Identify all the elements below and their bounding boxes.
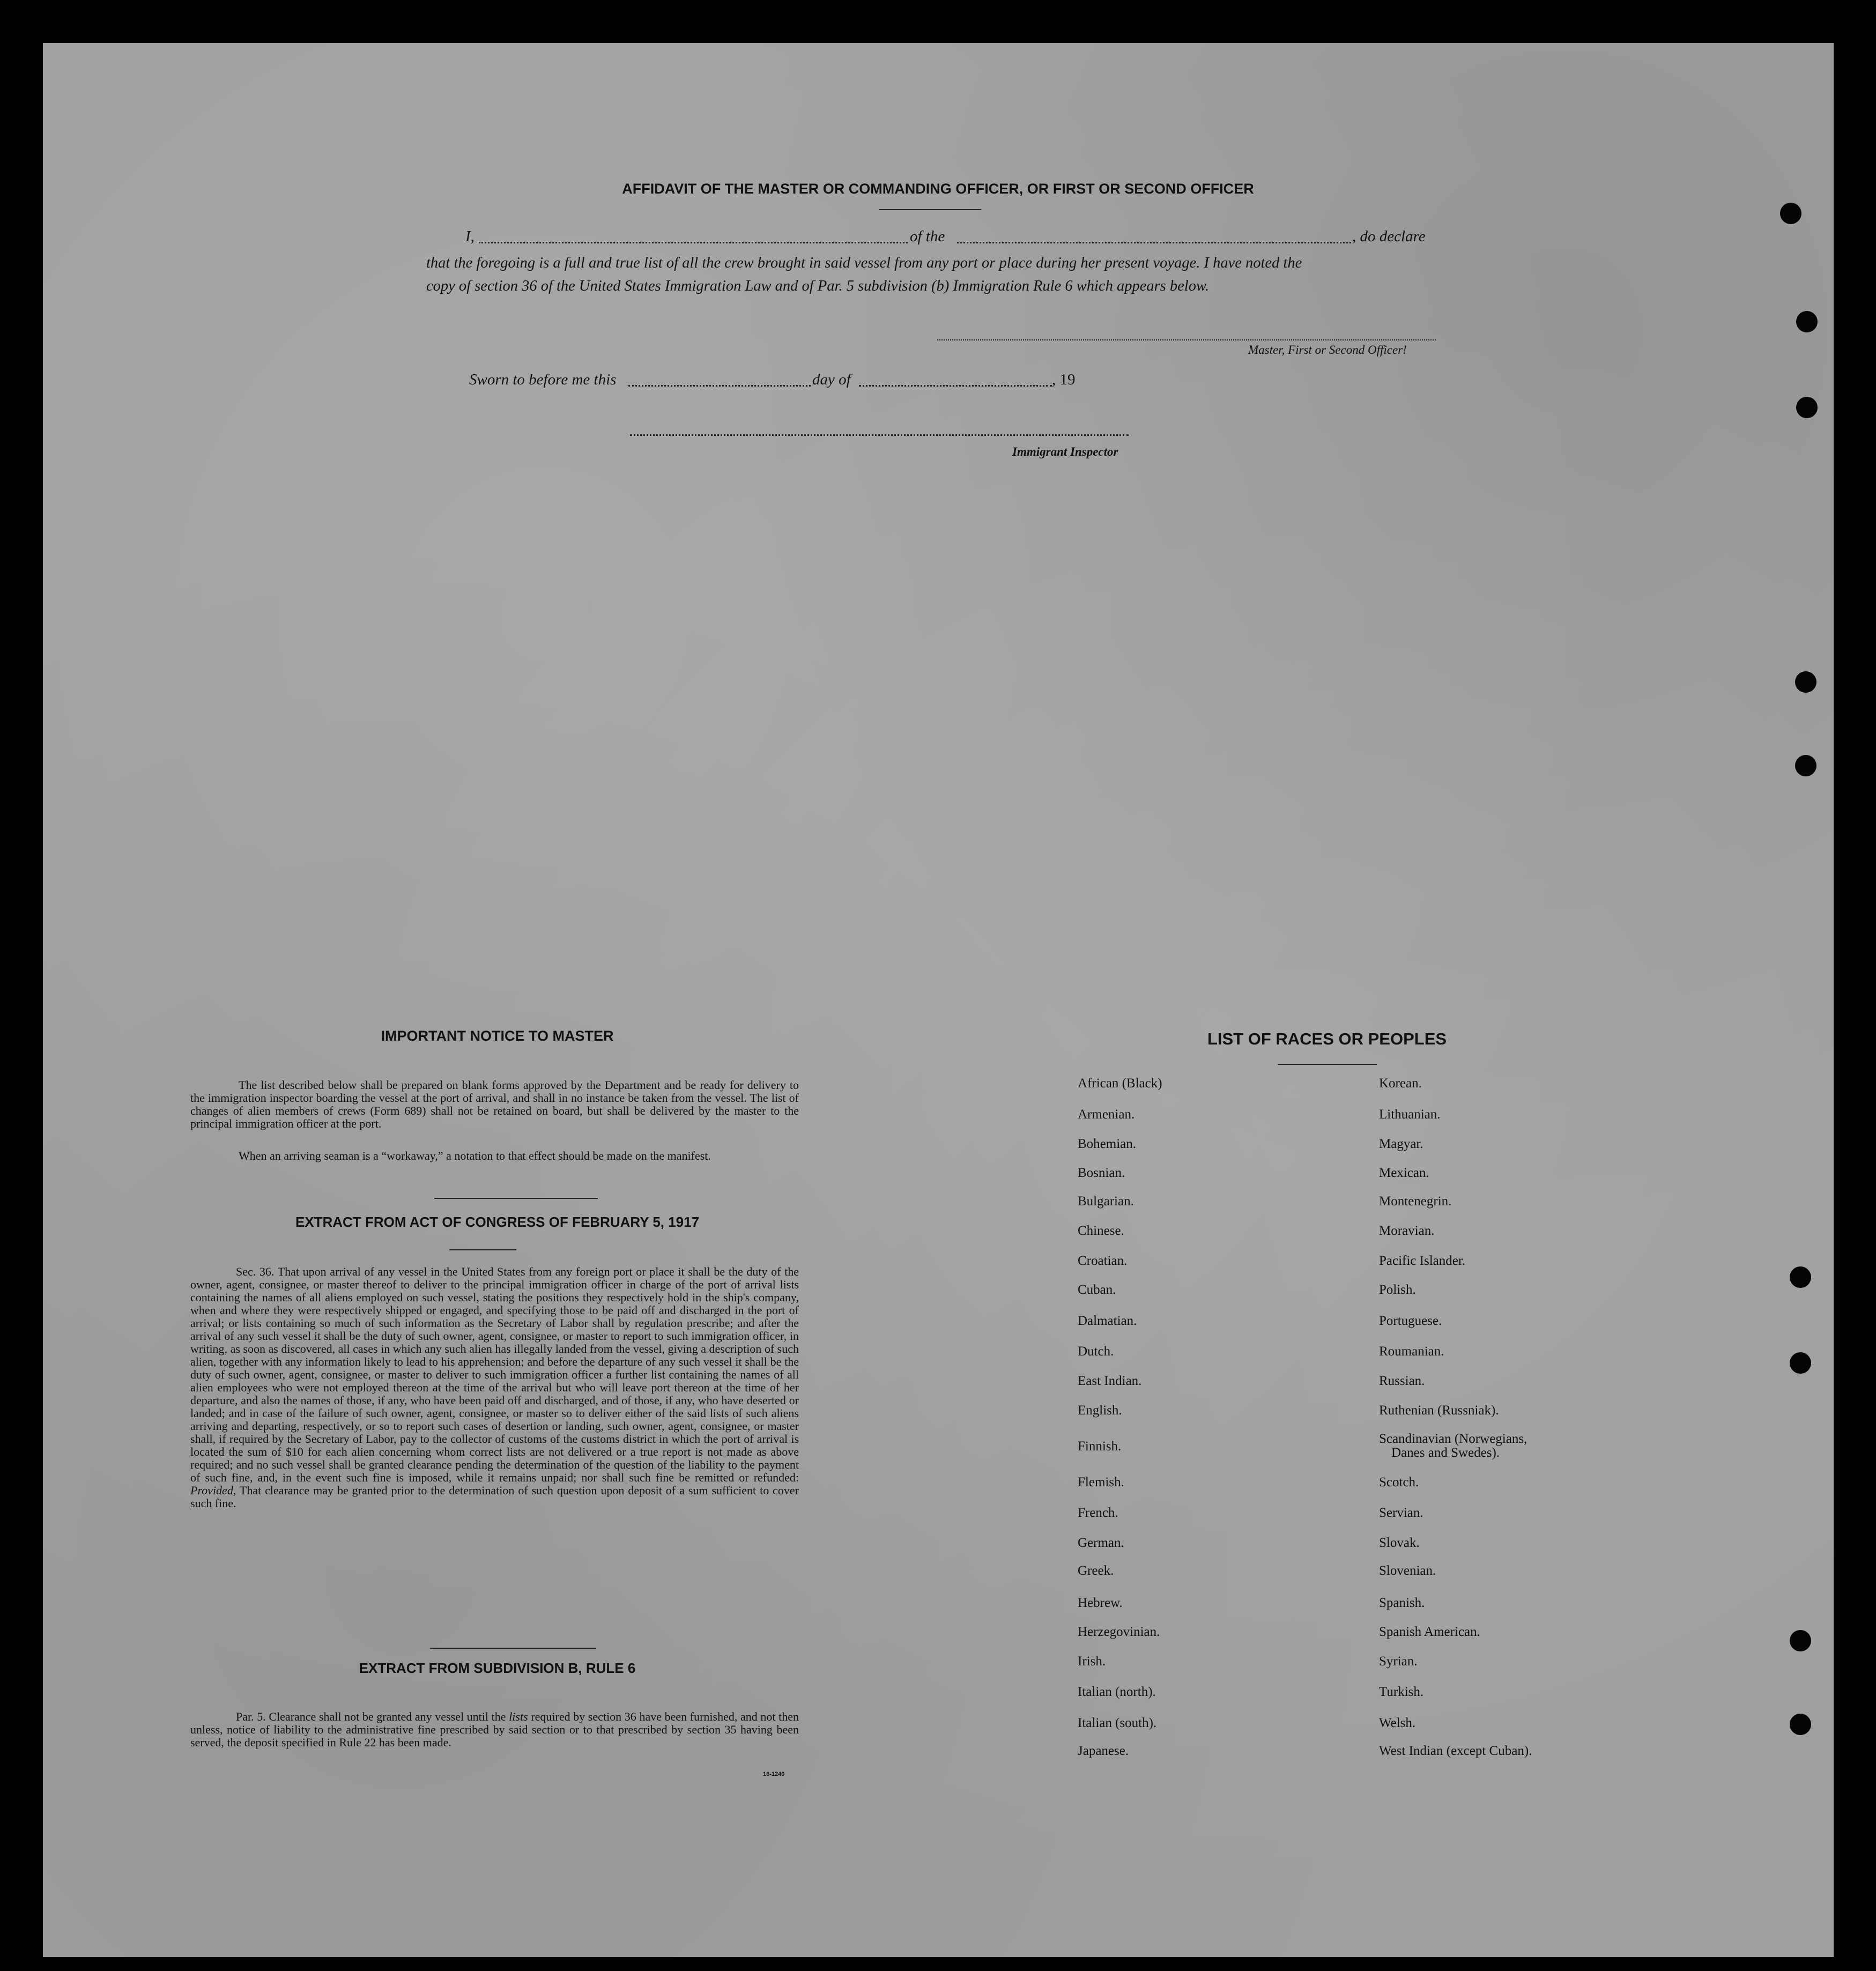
- race-item: Flemish.: [1078, 1475, 1124, 1490]
- race-item: Greek.: [1078, 1564, 1114, 1578]
- punch-hole: [1795, 671, 1816, 693]
- race-item: Moravian.: [1379, 1224, 1435, 1238]
- race-item: Lithuanian.: [1379, 1107, 1441, 1122]
- divider: [1278, 1064, 1377, 1065]
- race-item: Mexican.: [1379, 1166, 1429, 1180]
- sworn-day-field-line[interactable]: [628, 385, 811, 387]
- affidavit-title: AFFIDAVIT OF THE MASTER OR COMMANDING OFFICER, OR FIRST OR SECOND OFFICER: [622, 181, 1254, 197]
- race-item: Magyar.: [1379, 1137, 1423, 1151]
- act-sec-label: Sec. 36.: [236, 1265, 275, 1278]
- notice-title: IMPORTANT NOTICE TO MASTER: [381, 1028, 614, 1044]
- vessel-field-line[interactable]: [957, 242, 1351, 243]
- race-item: Ruthenian (Russniak).: [1379, 1403, 1499, 1418]
- act-body-a: That upon arrival of any vessel in the United States from any foreign port or place it shall be the duty of the owner, agent, consignee, or master thereof to deliver to the principal immigration officer in charge of the port of arrival lists containing the names of all aliens employed on such vessel, stating the positions they respectively hold in the ship's company, when and where they were respectively shipped or engaged, and specifying those to be paid off and discharged in the port of arrival; or lists containing so much of such information as the Secretary of Labor shall by regulation prescribe; and after the arrival of any such vessel it shall be the duty of such owner, agent, consignee, or master to report to such immigration officer, in writing, as soon as discovered, all cases in which any such alien has illegally landed from the vessel, giving a description of such alien, together with any information likely to lead to his apprehension; and before the departure of any such vessel it shall be the duty of such owner, agent, consignee, or master to deliver to such immigration officer a further list containing the names of all alien employees who were not employed thereon at the time of the arrival but who will leave port thereon at the time of her departure, and also the names of those, if any, who have been paid off and discharged, and of those, if any, who have deserted or landed; and in case of the failure of such owner, agent, consignee, or master so to deliver either of the said lists of such aliens arriving and departing, respectively, or so to report such cases of desertion or landing, such owner, agent, consignee, or master shall, if required by the Secretary of Labor, pay to the collector of customs of the customs district in which the port of arrival is located the sum of $10 for each alien concerning whom correct lists are not delivered or a true report is not made as above required; and no such vessel shall be granted clearance pending the determination of the question of the liability to the payment of such fine, and, in the event such fine is imposed, while it remains unpaid; nor shall such fine be remitted or refunded:: [190, 1265, 799, 1484]
- sworn-label: Sworn to before me this: [469, 371, 617, 388]
- inspector-signature-line[interactable]: [630, 434, 1129, 436]
- race-item: Slovak.: [1379, 1536, 1420, 1550]
- race-item: East Indian.: [1078, 1374, 1142, 1388]
- race-item: Croatian.: [1078, 1254, 1128, 1268]
- race-item: Italian (south).: [1078, 1716, 1157, 1730]
- punch-hole: [1795, 755, 1816, 776]
- punch-hole: [1796, 397, 1818, 418]
- rule-lists-word: lists: [509, 1710, 528, 1723]
- race-item: Spanish.: [1379, 1596, 1425, 1610]
- punch-hole: [1790, 1630, 1811, 1651]
- race-item: Spanish American.: [1379, 1625, 1480, 1639]
- affidavit-i-label: I,: [465, 228, 474, 245]
- races-title: LIST OF RACES OR PEOPLES: [1207, 1029, 1447, 1048]
- act-title: EXTRACT FROM ACT OF CONGRESS OF FEBRUARY 5, 1917: [295, 1214, 700, 1230]
- year-label: , 19: [1052, 371, 1076, 388]
- divider: [449, 1249, 516, 1250]
- race-item: Korean.: [1379, 1076, 1422, 1091]
- race-item: Bohemian.: [1078, 1137, 1137, 1151]
- act-provided: Provided,: [190, 1484, 236, 1497]
- race-item: West Indian (except Cuban).: [1379, 1744, 1532, 1758]
- rule-paragraph: [190, 1710, 799, 1749]
- race-item: English.: [1078, 1403, 1122, 1418]
- signature-line[interactable]: [937, 339, 1436, 340]
- race-item: German.: [1078, 1536, 1124, 1550]
- of-the-label: of the: [910, 228, 945, 245]
- affidavit-line-3: copy of section 36 of the United States Immigration Law and of Par. 5 subdivision (b) Immigration Rule 6 which appears below.: [426, 278, 1209, 294]
- inspector-caption: Immigrant Inspector: [1012, 445, 1118, 458]
- punch-hole: [1796, 311, 1818, 332]
- race-item: Scotch.: [1379, 1475, 1419, 1490]
- punch-hole: [1790, 1266, 1811, 1288]
- race-item: Cuban.: [1078, 1283, 1116, 1297]
- month-field-line[interactable]: [859, 385, 1052, 387]
- race-item: Danes and Swedes).: [1391, 1446, 1500, 1460]
- race-item: Hebrew.: [1078, 1596, 1123, 1610]
- race-item: Japanese.: [1078, 1744, 1129, 1758]
- race-item: Slovenian.: [1379, 1564, 1436, 1578]
- race-item: Portuguese.: [1379, 1314, 1442, 1328]
- form-number: 16-1240: [763, 1771, 785, 1777]
- act-section-36: [190, 1265, 799, 1510]
- rule-body-b: required by section 36 have been furnished, and not then unless, notice of liability to the administrative fine prescribed by said section or to that prescribed by section 35 having been served, the deposit specified in Rule 22 has been made.: [190, 1710, 799, 1749]
- affidavit-line-2: that the foregoing is a full and true list of all the crew brought in said vessel from any port or place during her present voyage. I have noted the: [426, 255, 1302, 271]
- punch-hole: [1780, 203, 1801, 224]
- race-item: Russian.: [1379, 1374, 1425, 1388]
- race-item: African (Black): [1078, 1076, 1162, 1091]
- race-item: Bosnian.: [1078, 1166, 1125, 1180]
- punch-hole: [1790, 1714, 1811, 1735]
- race-item: Dutch.: [1078, 1344, 1114, 1359]
- notice-paragraph-2: [190, 1150, 799, 1162]
- rule-body-a: Par. 5. Clearance shall not be granted any vessel until the: [236, 1710, 506, 1723]
- day-of-label: day of: [812, 371, 851, 388]
- notice-paragraph-1: [190, 1079, 799, 1130]
- race-item: Scandinavian (Norwegians,: [1379, 1432, 1528, 1446]
- notice-text-2: When an arriving seaman is a “workaway,” a notation to that effect should be made on the manifest.: [239, 1149, 711, 1162]
- race-item: Welsh.: [1379, 1716, 1416, 1730]
- act-body-b: That clearance may be granted prior to the determination of such question upon deposit of a sum sufficient to cover such fine.: [190, 1484, 799, 1510]
- race-item: Italian (north).: [1078, 1685, 1156, 1699]
- race-item: Montenegrin.: [1379, 1194, 1452, 1209]
- race-item: Bulgarian.: [1078, 1194, 1134, 1209]
- divider: [434, 1198, 598, 1199]
- divider: [879, 209, 981, 210]
- race-item: Turkish.: [1379, 1685, 1424, 1699]
- race-item: Servian.: [1379, 1506, 1423, 1520]
- race-item: Roumanian.: [1379, 1344, 1444, 1359]
- race-item: Armenian.: [1078, 1107, 1135, 1122]
- race-item: Polish.: [1379, 1283, 1416, 1297]
- race-item: French.: [1078, 1506, 1118, 1520]
- name-field-line[interactable]: [479, 242, 908, 243]
- race-item: Finnish.: [1078, 1439, 1122, 1454]
- rule-title: EXTRACT FROM SUBDIVISION B, RULE 6: [359, 1660, 636, 1676]
- race-item: Pacific Islander.: [1379, 1254, 1466, 1268]
- divider: [430, 1648, 596, 1649]
- race-item: Syrian.: [1379, 1654, 1418, 1669]
- do-declare-label: , do declare: [1352, 228, 1426, 245]
- signature-caption: Master, First or Second Officer!: [1248, 343, 1407, 357]
- race-item: Irish.: [1078, 1654, 1106, 1669]
- race-item: Dalmatian.: [1078, 1314, 1137, 1328]
- notice-text-1: The list described below shall be prepared on blank forms approved by the Department and be ready for delivery to the immigration inspector boarding the vessel at the port of arrival, and shall in no instance be taken from the vessel. The list of changes of alien members of crews (Form 689) shall not be retained on board, but shall be delivered by the master to the principal immigration officer at the port.: [190, 1078, 799, 1130]
- race-item: Chinese.: [1078, 1224, 1124, 1238]
- punch-hole: [1790, 1352, 1811, 1374]
- race-item: Herzegovinian.: [1078, 1625, 1160, 1639]
